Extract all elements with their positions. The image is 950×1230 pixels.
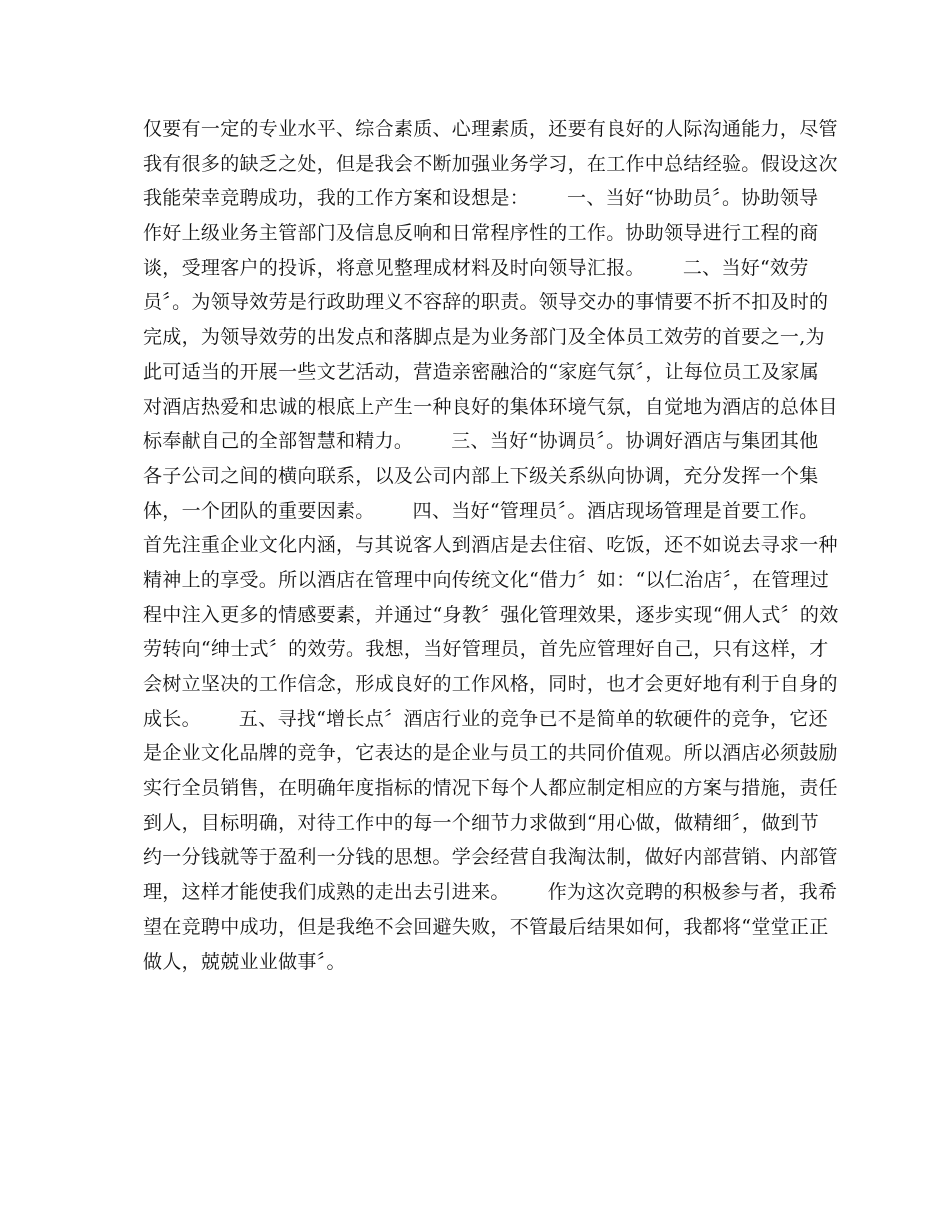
text-line: 此可适当的开展一些文艺活动，营造亲密融洽的“家庭气氛〞，让每位员工及家属 — [143, 360, 820, 383]
text-line: 各子公司之间的横向联系，以及公司内部上下级关系纵向协调，充分发挥一个集 — [143, 464, 819, 487]
text-line: 完成，为领导效劳的出发点和落脚点是为业务部门及全体员工效劳的首要之一,为 — [143, 326, 825, 349]
text-line: 会树立坚决的工作信念，形成良好的工作风格，同时，也才会更好地有利于自身的 — [143, 673, 838, 695]
text-line: 体，一个团队的重要因素。 四、当好“管理员〞。酒店现场管理是首要工作。 — [143, 499, 819, 522]
text-line: 员〞。为领导效劳是行政助理义不容辞的职责。领导交办的事情要不折不扣及时的 — [143, 291, 829, 314]
text-line: 对酒店热爱和忠诚的根底上产生一种良好的集体环境气氛，自觉地为酒店的总体目 — [143, 395, 838, 418]
text-line: 仅要有一定的专业水平、综合素质、心理素质，还要有良好的人际沟通能力，尽管 — [143, 118, 838, 140]
text-line: 我有很多的缺乏之处，但是我会不断加强业务学习，在工作中总结经验。假设这次 — [143, 152, 838, 175]
text-line: 作好上级业务主管部门及信息反响和日常程序性的工作。协助领导进行工程的商 — [143, 222, 819, 245]
text-line: 到人，目标明确，对待工作中的每一个细节力求做到“用心做，做精细〞，做到节 — [143, 811, 820, 834]
text-line: 谈，受理客户的投诉，将意见整理成材料及时向领导汇报。 二、当好“效劳 — [143, 256, 809, 279]
text-line: 标奉献自己的全部智慧和精力。 三、当好“协调员〞。协调好酒店与集团其他 — [143, 430, 819, 453]
text-line: 理，这样才能使我们成熟的走出去引进来。 作为这次竞聘的积极参与者，我希 — [143, 881, 838, 904]
text-line: 首先注重企业文化内涵，与其说客人到酒店是去住宿、吃饭，还不如说去寻求一种 — [143, 534, 838, 557]
text-line: 程中注入更多的情感要素，并通过“身教〞强化管理效果，逐步实现“佣人式〞的效 — [143, 603, 839, 626]
text-line: 望在竞聘中成功，但是我绝不会回避失败，不管最后结果如何，我都将“堂堂正正 — [143, 915, 829, 938]
text-line: 是企业文化品牌的竞争，它表达的是企业与员工的共同价值观。所以酒店必须鼓励 — [143, 742, 838, 765]
text-line: 实行全员销售，在明确年度指标的情况下每个人都应制定相应的方案与措施，责任 — [143, 777, 838, 800]
text-line: 做人，兢兢业业做事〞。 — [143, 950, 346, 973]
text-line: 成长。 五、寻找“增长点〞酒店行业的竞争已不是简单的软硬件的竞争，它还 — [143, 707, 828, 730]
text-line: 劳转向“绅士式〞的效劳。我想，当好管理员，首先应管理好自己，只有这样，才 — [143, 638, 829, 661]
body-text — [143, 112, 839, 979]
text-line: 精神上的享受。所以酒店在管理中向传统文化“借力〞如：“以仁治店〞，在管理过 — [143, 568, 830, 591]
text-line: 我能荣幸竞聘成功，我的工作方案和设想是： 一、当好“协助员〞。协助领导 — [143, 187, 819, 210]
text-line: 约一分钱就等于盈利一分钱的思想。学会经营自我淘汰制，做好内部营销、内部管 — [143, 846, 838, 869]
